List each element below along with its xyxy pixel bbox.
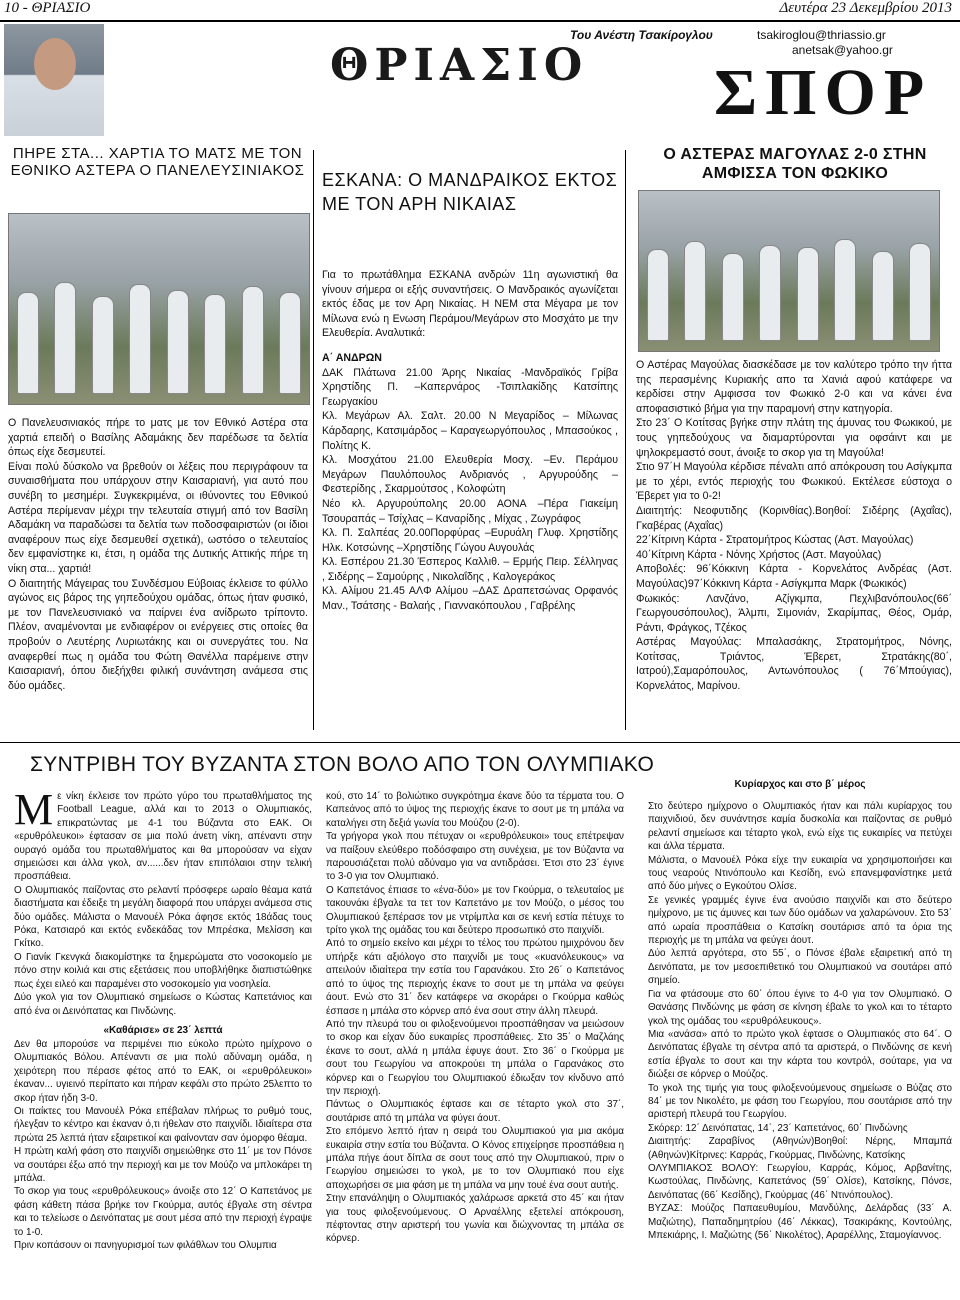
col3-paragraph: Στο 23΄ Ο Κοτίτσας βγήκε στην πλάτη της άμυνας του Φωκικού, με τους γηπεδούχους να διαμαρτύρονται για οφσάιντ και με ψηλοκρεμαστό σουτ, άνοιξε το σκορ για τη Μαγούλα! <box>636 417 952 459</box>
page-number-label: 10 - ΘΡΙΑΣΙΟ <box>4 0 91 16</box>
fixture-item: Κλ. Π. Σαλπέας 20.00Πορφύρας –Ευρυάλη Γλυφ. Χρηστίδης Ηλκ. Κοτσώνης –Χρηστίδης Γώγου Αυγουλάς <box>322 527 618 554</box>
story-paragraph: Για να φτάσουμε στο 60΄ όπου έγινε το 4-0 για τον Ολυμπιακό. Ο Θανάσης Πινδώνης με φάση σε κίνηση έβαλε το γκολ και το τέταρτο γκολ της ομάδας του «ερυθρόλευκους». <box>648 988 952 1027</box>
col1-paragraph: Είναι πολύ δύσκολο να βρεθούν οι λέξεις που περιγράφουν τα συναισθήματα που υπάρχουν στην Καισαριανή, για αυτό που συνέβη το μεσημέρι. Συγκεκριμένα, οι ιθύνοντες του Εθνικού Αστέρα περίμεναν μέχρι την τελευταία στιγμή από τον Βασίλη Αδαμάκη να παραδώσει τα δελτία των ποδοσφαιριστών (οι ίδιοι αναφέρουν πως είχε δεσμευθεί σχετικά), ωστόσο ο τελευταίος δεν εμφανίστηκε κι, έτσι, η ομάδα της Δυτικής Αττικής πήρε τη νίκη στα... χαρτιά! <box>8 460 308 575</box>
story-col-a <box>14 785 312 1252</box>
story-paragraph: κού, στο 14΄ το βολιώτικο συγκρότημα έκανε δύο τα τέρματα του. Ο Καπεάνος από το ύψος της περιοχής έκανε το σουτ με τη μπάλα να καταλήγει στη δεξιά γωνία του Μούζου (2-0). <box>326 791 624 829</box>
story-paragraph: Δύο λεπτά αργότερα, στο 55΄, ο Πόνσε έβαλε εξαιρετική από τη Δεινόπατα, με τον μεσοεπιθετικό του Ολυμπιακού να σουτάρει από σημείο. <box>648 948 952 987</box>
fixture-item: Κλ. Μοσχάτου 21.00 Ελευθερία Μοσχ. –Εν. Περάμου Μεγάρων Παυλόπουλος Ανδριανός , Αργυρούδης – Φεστερίδης , Σκαρμούτσος , Κολοφώτη <box>322 454 618 496</box>
col3-paragraph: Στιο 97΄Η Μαγούλα κέρδισε πέναλτι από απόκρουση του Ασίγκμπα με το χέρι, εντός περιοχής του Φωκικού. Εκτέλεσε εύστοχα ο Έβερετ για το 0-2! <box>636 461 952 503</box>
col1-paragraph: Ο διαιτητής Μάγειρας του Συνδέσμου Εύβοιας έκλεισε το φύλλο αγώνος εις βάρος της γηπεδούχου ομάδας, όπως ήταν φυσικό, με τον Πανελευσινιακό να παίρνει ένα ανίδρωτο τρίποντο. Πλέον, αναμένονται με ενδιαφέρον οι ενέργειες στις οποίες θα προβούν ο Λευτέρης Λυριωτάκης και οι συνεργάτες του. Να αναφερθεί πως η ομάδα του Φώτη Θανέλλα παρέμεινε στην Καισαριανή, όπου διεξήχθει φιλική συνάντηση ανάμεσα στις δύο ομάδες. <box>8 577 308 692</box>
story-paragraph: Δεν θα μπορούσε να περιμένει πιο εύκολο πρώτο ημίχρονο ο Ολυμπιακός Βόλου. Απέναντι σε μια πολύ αδύναμη ομάδα, η χειρότερη που πέρασε φέτος από το ΕΑΚ, οι «ερυθρόλευκοι» έκαναν... υγιεινό περίπατο και πήραν κεφάλι στο πρώτο 25λεπτο το σκορ ήταν ήδη 3-0. <box>14 1038 312 1104</box>
story-paragraph: ε νίκη έκλεισε τον πρώτο γύρο του πρωταθλήματος της Football League, αλλά και το 2013 ο Ολυμπιακός, επικρατώντας με 4-1 του Βύζαντα στο ΕΑΚ. Οι «ερυθρόλευκοι» έφτασαν σε μια πολύ άνετη νίκη, απέναντι στην ουραγό ομάδα του πρωταθλήματος και θα μπορούσαν να είχαν σημειώσει και άλλα γκολ, αν......δεν ήταν επιπόλαιοι στην τελική προσπάθεια. <box>14 791 312 883</box>
col1-article <box>8 416 308 693</box>
col2-article <box>322 268 618 614</box>
column-divider <box>625 150 626 730</box>
story-paragraph: Στο επόμενο λεπτό ήταν η σειρά του Ολυμπιακού για μια ακόμα ευκαιρία στην εστία του Βύζαντα. Ο Κόνος επιχείρησε προσπάθεια η μπάλα πήγε άουτ δίπλα σε σουτ τους από την Ολυμπιακού, πριν ο Γεωργίου σημειώσει το γκολ, με το τον Ολυμπιακό που είχε αποχωρήσει σε μια φάση με τη μπάλα να μην τουέ ένα σουτ αυτής. <box>326 1126 624 1191</box>
story-headline: ΣΥΝΤΡΙΒΗ ΤΟΥ ΒΥΖΑΝΤΑ ΣΤΟΝ ΒΟΛΟ ΑΠΟ ΤΟΝ ΟΛΥΜΠΙΑΚΟ <box>30 753 655 776</box>
author-photo <box>4 24 104 136</box>
col3-paragraph: Αστέρας Μαγούλας: Μπαλασάκης, Στρατομήτρος, Νόνης, Κοτίτσας, Τριάντος, Έβερετ, Στρατάκης(80΄, Ιατρού),Σαμαρόπουλος, Αντωνόπουλος ( 76΄Μπούγιας), Κορνελάτος, Μαρίνου. <box>636 636 952 693</box>
section-title: ΣΠΟΡ <box>714 56 933 129</box>
column-divider <box>313 150 314 730</box>
header-rule <box>0 20 960 22</box>
story-paragraph: Μάλιστα, ο Μανουέλ Ρόκα είχε την ευκαιρία να χρησιμοποιήσει και τους νεαρούς Ντινόπουλο και Κεσίδη, ενώ επανεμφανίστηκε μετά από δύο μήνες ο Εγκούτου Ολίσε. <box>648 854 952 893</box>
story-paragraph: ΒΥΖΑΣ: Μούζος Παπαευθυμίου, Μανδύλης, Δελάρδας (33΄ Α. Μαζιώτης), Παπαδημητρίου (46΄ Λέκκας), Τσακιράκης, Κοντούλης, Μπεκιάρης, Ι. Μαζιώτης (56΄ Νικολέτος), Αραρέλλης, Σταμογίαννος. <box>648 1203 952 1241</box>
story-paragraph: Στην επανάληψη ο Ολυμπιακός χαλάρωσε αρκετά στο 45΄ και ήταν για τους φιλοξενούμενους. Ο Αρναέλλης εξετελεί απόκρουση, πέφτοντας στην αριστερή του γωνία και διώχνοντας τη μπάλα σε κόρνερ. <box>326 1193 624 1245</box>
story-subhead: «Καθάρισε» σε 23΄ λεπτά <box>103 1024 223 1036</box>
story-col-c <box>648 778 952 1242</box>
story-paragraph: Πάντως ο Ολυμπιακός έφτασε και σε τέταρτο γκολ στο 37΄, σουτάρισε από τη μπάλα να φύγει άουτ. <box>326 1099 624 1124</box>
story-paragraph: Από την πλευρά του οι φιλοξενούμενοι προσπάθησαν να μειώσουν το σκορ και είχαν δύο ευκαιρίες προσπάθειες. Στο 35΄ ο Μαζλάης έκανε το σουτ, αλλά η μπάλα έφυγε άουτ. Στο 36΄ ο Γκούρμα με σουτ του Γεωργίου να αποκρούει τη μπάλα ο Γαρανάκος στο κόρνερ και ο Γεωργίου του Ολυμπιακού έδιωξαν τον κίνδυνο από την περιοχή. <box>326 1018 624 1097</box>
fixture-item: Κλ. Αλίμου 21.45 ΑΛΦ Αλίμου –ΔΑΣ Δραπετσώνας Ορφανός Μαν., Τσάτσης - Βαλαής , Γιαννακόπουλου , Γαβρέλης <box>322 585 618 613</box>
story-paragraph: Μια «ανάσα» από το πρώτο γκολ έφτασε ο Ολυμπιακός στο 64΄. Ο Δεινόπατας έβγαλε τη σέντρα από τα αριστερά, ο Πινδώνης σε κενή εστία έβγαλε το σουτ και την κάρτα του κοντρόλ, σούταρε, για να διώξει σε κόρνερ ο Μούζος. <box>648 1028 952 1081</box>
story-paragraph: Σκόρερ: 12΄ Δεινόπατας, 14΄, 23΄ Καπετάνος, 60΄ Πινδώνης <box>648 1122 908 1134</box>
col3-paragraph: Φωκικός: Λανζάνο, Αζίγκμπα, Πεχλιβανόπουλος(66΄ Γεωργουσόπουλος), Άλμπι, Σιμονιάν, Σκαρίμπας, Θέος, Ομάρ, Ράντι, Φράγκος, Τζέκος <box>636 592 952 634</box>
fixture-item: Κλ. Μεγάρων Αλ. Σαλτ. 20.00 Ν Μεγαρίδος – Μίλωνας Κάρδαρης, Κατσιμάρδος – Καραγεωργόπουλος , Μπασούκος , Πολίτης Κ. <box>322 410 618 452</box>
author-email-1: tsakiroglou@thriassio.gr <box>757 28 886 42</box>
col3-paragraph: 40΄Κίτρινη Κάρτα - Νόνης Χρήστος (Αστ. Μαγούλας) <box>636 548 882 561</box>
col1-paragraph: Ο Πανελευσινιακός πήρε το ματς με τον Εθνικό Αστέρα στα χαρτιά επειδή ο Βασίλης Αδαμάκης δεν παρέδωσε τα δελτία όπως είχε δεσμευτεί. <box>8 417 308 459</box>
col1-headline: ΠΗΡΕ ΣΤΑ... ΧΑΡΤΙΑ ΤΟ ΜΑΤΣ ΜΕ ΤΟΝ ΕΘΝΙΚΟ ΑΣΤΕΡΑ Ο ΠΑΝΕΛΕΥΣΙΝΙΑΚΟΣ <box>10 145 305 179</box>
col3-paragraph: Αποβολές: 96΄Κόκκινη Κάρτα - Κορνελάτος Ανδρέας (Αστ. Μαγούλας)97΄Κόκκινη Κάρτα - Ασίγκμπα Μαρκ (Φωκικός) <box>636 563 952 590</box>
story-paragraph: Το γκολ της τιμής για τους φιλοξενούμενους σημείωσε ο Βύζας στο 84΄ με τον Νικολέτο, με φάση του Γεωργίου, που σουτάρισε από την αριστερή πλευρά του Γεωργίου. <box>648 1082 952 1121</box>
story-paragraph: Πριν κοπάσουν οι πανηγυρισμοί των φιλάθλων του Ολυμπια <box>14 1240 277 1251</box>
story-paragraph: Ο Καπετάνος έπιασε το «ένα-δύο» με τον Γκούρμα, ο τελευταίος με τακουνάκι έβγαλε τα τετ τον Καπετάνο με τον Μούζο, ο μέσος του Ολυμπιακού ξεπέρασε τον με ντρίμπλα και σε κενή εστία πέτυχε το τρίτο γκολ της ομάδας του και δεύτερο προσωπικό στο παιχνίδι. <box>326 884 624 937</box>
story-subhead: Κυρίαρχος και στο β΄ μέρος <box>734 779 866 790</box>
story-paragraph: Δύο γκολ για τον Ολυμπιακό σημείωσε ο Κώστας Καπετάνιος και από ένα οι Δεινόπατας και Πινδώνης. <box>14 992 312 1017</box>
story-paragraph: Στο δεύτερο ημίχρονο ο Ολυμπιακός ήταν και πάλι κυρίαρχος του παιχνιδιού, δεν συνάντησε καμία δυσκολία και παίζοντας σε ρυθμό ρελαντί σημείωσε και τέταρτο γκολ, ενώ είχε τις ευκαιρίες να πετύχει και άλλα τέρματα. <box>648 801 952 853</box>
story-paragraph: Η πρώτη καλή φάση στο παιχνίδι σημειώθηκε στο 11΄ με τον Πόνσε να σουτάρει έξω από την περιοχή και με τον Μούζο να μπλοκάρει τη μπάλα. <box>14 1146 312 1184</box>
story-paragraph: Σε γενικές γραμμές έγινε ένα ανούσιο παιχνίδι και στο δεύτερο ημίχρονο, με τις άμυνες και των δύο ομάδων να χαλαρώνουν. Στο 53΄ από ωραία προσπάθεια ο Κατσίκη σουτάρισε από τα όρια της περιοχής με τη μπάλα να φεύγει άουτ. <box>648 894 952 947</box>
story-rule <box>0 742 960 743</box>
author-email-2: anetsak@yahoo.gr <box>792 43 893 57</box>
author-face <box>34 38 76 90</box>
col2-intro: Για το πρωτάθλημα ΕΣΚΑΝΑ ανδρών 11η αγωνιστική θα γίνουν σήμερα οι εξής συναντήσεις. Ο Μανδραικός αγωνίζεται εκτός έδας με τον Αρη Νικαίας. Η ΝΕΜ στα Μέγαρα με τον Μίλωνα ενώ η Ενωση Περάμου/Μεγάρων στο Μοσχάτο με την Ελευθερία. Αναλυτικά: <box>322 269 618 340</box>
dropcap-letter: Μ <box>14 785 54 834</box>
col3-paragraph: 22΄Κίτρινη Κάρτα - Στρατομήτρος Κώστας (Αστ. Μαγούλας) <box>636 534 914 547</box>
team-photo-1 <box>8 213 310 405</box>
fixture-item: ΔΑΚ Πλάτωνα 21.00 Άρης Νικαίας -Μανδραϊκός Γρίβα Χρηστίδης Π. –Καπερνάρος -Τσιπλακίδης Κατσίπης Γεωργακίου <box>322 366 618 408</box>
col3-headline: Ο ΑΣΤΕΡΑΣ ΜΑΓΟΥΛΑΣ 2-0 ΣΤΗΝ ΑΜΦΙΣΣΑ ΤΟΝ ΦΩΚΙΚΟ <box>663 146 927 182</box>
issue-date: Δευτέρα 23 Δεκεμβρίου 2013 <box>779 0 952 16</box>
story-paragraph: Ο Γιανίκ Γκενγκά διακομίστηκε τα ξημερώματα στο νοσοκομείο με πόνο στην κοιλιά και στις εξετάσεις που υποβλήθηκε διαπιστώθηκε πως έχει ειλεό και παραμένει στο νοσοκομείο για νοσηλεία. <box>14 951 312 990</box>
col3-article <box>636 358 952 694</box>
story-paragraph: Οι παίκτες του Μανουέλ Ρόκα επέβαλαν πλήρως το ρυθμό τους, ήλεγξαν το κέντρο και έκαναν ό,τι ήθελαν στο παιχνίδι. Ιδιαίτερα στα πρώτα 25 λεπτά ήταν εξαιρετικοί και φαίνονταν σαν όμορφο θέαμα. <box>14 1105 312 1144</box>
story-paragraph: Τα γρήγορα γκολ που πέτυχαν οι «ερυθρόλευκοι» τους επέτρεψαν να παίξουν ελεύθερο ποδόσφαιρο στη συνέχεια, με τον Βύζαντα να παρουσιάζεται πολύ αδύναμο για να αντιδράσει. Έτσι στο 23΄ έγινε το 3-0 για τον Ολυμπιακό. <box>326 831 624 883</box>
col2-headline: ΕΣΚΑΝΑ: Ο ΜΑΝΔΡΑΙΚΟΣ ΕΚΤΟΣ ΜΕ ΤΟΝ ΑΡΗ ΝΙΚΑΙΑΣ <box>322 170 618 214</box>
story-paragraph: Το σκορ για τους «ερυθρόλευκους» άνοιξε στο 12΄ Ο Καπετάνος με φάση κάθετη πάσα βρήκε τον Γκούρμα, αυτός έβγαλε στη σέντρα και το τελείωσε ο Δεινόπατας με σουτ μέσα από την περιοχή έγραψε το 1-0. <box>14 1186 312 1238</box>
col2-subhead: Α΄ ΑΝΔΡΩΝ <box>322 351 382 364</box>
fixture-item: Νέο κλ. Αργυρούπολης 20.00 ΑΟΝΑ –Πέρα Γιακείμη Τσουραπάς – Τσίχλας – Καναρίδης , Μίχας , Ζωγράφος <box>322 497 618 525</box>
story-paragraph: Από το σημείο εκείνο και μέχρι το τέλος του πρώτου ημιχρόνου δεν υπήρξε κάτι αξιόλογο στο παιχνίδι με τους «κυανόλευκους» να απειλούν ιδιαίτερα την εστία του Γαρανάκου. Στο 26΄ ο Καπετάνος από το ύψος της περιοχής έκανε το σουτ με τη μπάλα να φεύγει άουτ. Ενώ στο 31΄ δεν κατάφερε να σκοράρει ο Γκούρμα καθώς έσπασε η μπάλα στο κόρνερ από ένα σουτ στην άλλη πλευρά. <box>326 938 624 1017</box>
col3-paragraph: Ο Αστέρας Μαγούλας διασκέδασε με τον καλύτερο τρόπο την ήττα της περασμένης Κυριακής απο τα Χανιά αφού κατάφερε να κερδίσει στην Αμφισσα τον Φωκικό 2-0 και να κάνει ένα αποφασιστικό βήμα για την παραμονή στην κατηγορία. <box>636 359 952 415</box>
masthead-logo: ΘΡΙΑΣΙΟ <box>330 40 589 91</box>
team-photo-2 <box>638 190 940 352</box>
story-paragraph: Διαιτητής: Ζαραβίνος (Αθηνών)Βοηθοί: Νέρης, Μπαμπά (Αθηνών)Κίτρινες: Καρράς, Γκούρμας, Πινδώνης, Κατσίκης <box>648 1136 952 1161</box>
story-paragraph: ΟΛΥΜΠΙΑΚΟΣ ΒΟΛΟΥ: Γεωργίου, Καρράς, Κόμος, Αρβανίτης, Κωστούλας, Πινδώνης, Καπετάνος (59΄ Ολίσε), Κατσίκης, Πόνσε, Δεινόπατας (66΄ Κεσίδης), Γκούρμας (46΄ Ντινόπουλος). <box>648 1162 952 1201</box>
fixture-item: Κλ. Εσπέρου 21.30 Έσπερος Καλλιθ. – Ερμής Πειρ. Σέλληνας , Σιδέρης – Σαμούρης , Νικολαΐδης , Καλογεράκος <box>322 556 618 583</box>
story-col-b <box>326 790 624 1246</box>
col3-paragraph: Διαιτητής: Νεοφυτιδης (Κορινθίας).Βοηθοί: Σιδέρης (Αχαΐας), Γκαβέρας (Αχαΐας) <box>636 504 952 532</box>
author-name: Του Ανέστη Τσακίρογλου <box>570 28 713 42</box>
story-paragraph: Ο Ολυμπιακός παίζοντας στο ρελαντί πρόσφερε ωραίο θέαμα κατά διαστήματα και έδειξε τη μεγάλη διαφορά που υπάρχει ανάμεσα στις δύο ομάδες. Μάλιστα ο Μανουέλ Ρόκα άφησε εκτός 18άδας τους Ρόκα, Κατσιαρό και εκτός ενδεκάδας τον Μπρέσκα, Μελίσση και Γκίτκο. <box>14 884 312 950</box>
